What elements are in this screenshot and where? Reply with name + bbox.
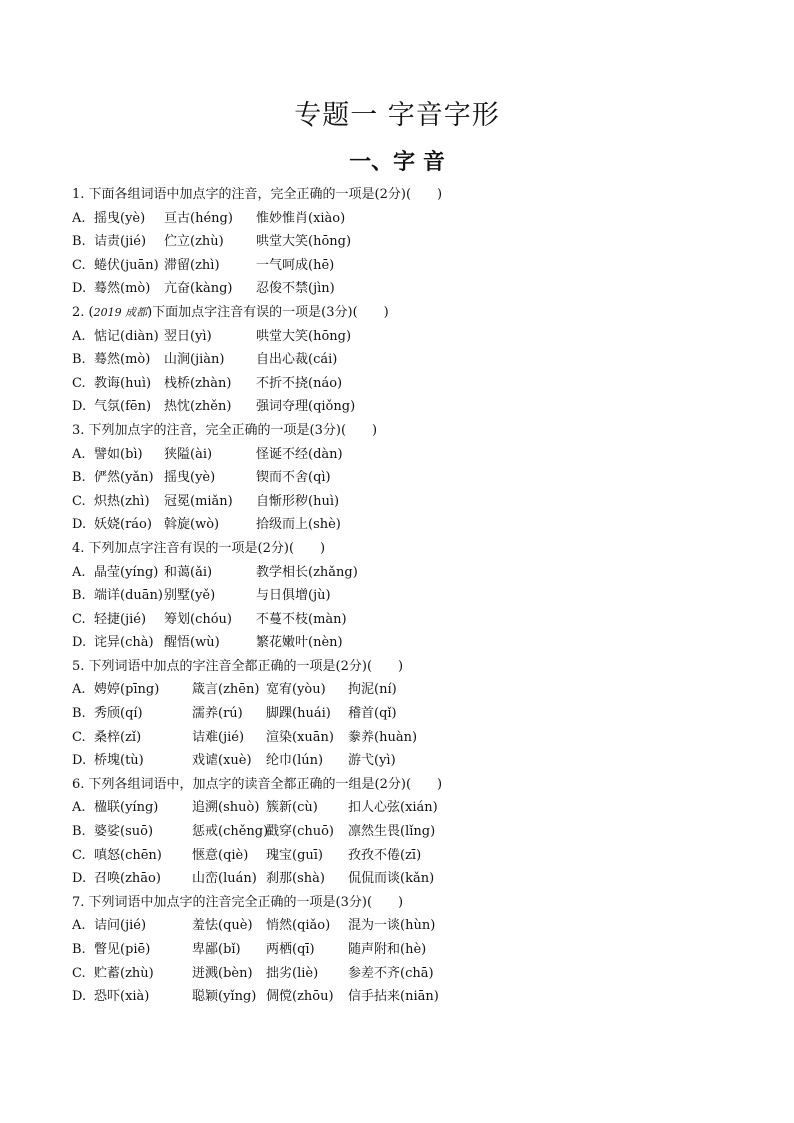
option-letter: C.	[72, 493, 86, 509]
question-stem: 7. 下列词语中加点字的注音完全正确的一项是(3分)( )	[72, 894, 404, 910]
word-pinyin: 参差不齐(chā)	[348, 965, 434, 981]
word-pinyin: 蓦然(mò)	[94, 352, 151, 368]
word-pinyin: 教学相长(zhǎng)	[256, 564, 358, 580]
word-pinyin: 迸溅(bèn)	[192, 965, 253, 981]
option-letter: A.	[72, 682, 86, 698]
answer-option	[72, 796, 762, 820]
answer-option	[72, 561, 762, 585]
answer-option	[72, 207, 762, 231]
word-pinyin: 桥塊(tù)	[94, 753, 144, 769]
option-letter: D.	[72, 871, 87, 887]
answer-option	[72, 490, 762, 514]
section-title: 一、字 音	[349, 149, 445, 175]
word-pinyin: 气氛(fēn)	[94, 399, 152, 415]
word-pinyin: 轻捷(jié)	[94, 611, 147, 627]
option-letter: B.	[72, 706, 86, 722]
word-pinyin: 山涧(jiàn)	[164, 352, 225, 368]
word-pinyin: 追溯(shuò)	[192, 800, 260, 816]
word-pinyin: 亘古(héng)	[164, 210, 233, 226]
answer-option	[72, 867, 762, 891]
answer-option	[72, 372, 762, 396]
word-pinyin: 摇曳(yè)	[164, 470, 216, 486]
word-pinyin: 随声附和(hè)	[348, 942, 427, 957]
question-list	[72, 183, 762, 1009]
word-pinyin: 端详(duān)	[94, 588, 163, 604]
word-pinyin: 教诲(huì)	[94, 375, 152, 391]
word-pinyin: 冠冕(miǎn)	[164, 493, 233, 509]
word-pinyin: 俨然(yǎn)	[94, 470, 154, 486]
answer-option	[72, 443, 762, 467]
word-pinyin: 侃侃而谈(kǎn)	[348, 871, 435, 887]
word-pinyin: 斡旋(wò)	[164, 517, 220, 533]
word-pinyin: 娉婷(pīng)	[94, 682, 160, 698]
word-pinyin: 羞怯(què)	[192, 918, 253, 934]
option-letter: D.	[72, 517, 87, 533]
word-pinyin: 惩戒(chěng)	[192, 824, 269, 840]
word-pinyin: 贮蓄(zhù)	[94, 965, 154, 981]
word-pinyin: 倜傥(zhōu)	[266, 989, 334, 1005]
word-pinyin: 楹联(yíng)	[94, 800, 159, 816]
question-stem-text: )下面加点字注音有误的一项是(3分)( )	[147, 304, 389, 320]
word-pinyin: 诧异(chà)	[94, 635, 154, 651]
word-pinyin: 蓦然(mò)	[94, 281, 151, 297]
word-pinyin: 和蔼(ǎi)	[164, 564, 213, 580]
option-letter: A.	[72, 328, 86, 344]
option-letter: B.	[72, 942, 86, 957]
answer-option	[72, 466, 762, 490]
answer-option	[72, 985, 762, 1009]
word-pinyin: 纶巾(lún)	[266, 753, 324, 769]
option-letter: A.	[72, 918, 86, 934]
word-pinyin: 诘难(jié)	[192, 729, 245, 745]
option-letter: D.	[72, 399, 87, 415]
word-pinyin: 翌日(yì)	[164, 328, 212, 344]
word-pinyin: 与日俱增(jù)	[256, 588, 331, 604]
word-pinyin: 悄然(qiǎo)	[266, 918, 331, 934]
answer-option	[72, 277, 762, 301]
word-pinyin: 嗔怒(chēn)	[94, 847, 162, 863]
word-pinyin: 刹那(shà)	[266, 871, 325, 887]
word-pinyin: 滞留(zhì)	[164, 257, 220, 273]
option-letter: C.	[72, 375, 86, 391]
word-pinyin: 渲染(xuān)	[266, 729, 334, 745]
word-pinyin: 醒悟(wù)	[164, 635, 220, 651]
word-pinyin: 晶莹(yíng)	[94, 564, 159, 580]
word-pinyin: 戏谑(xuè)	[192, 753, 252, 769]
answer-option	[72, 962, 762, 986]
word-pinyin: 忍俊不禁(jìn)	[256, 281, 335, 297]
word-pinyin: 游弋(yì)	[348, 753, 396, 769]
word-pinyin: 凛然生畏(lǐng)	[348, 824, 436, 840]
option-letter: B.	[72, 588, 86, 604]
word-pinyin: 惬意(qiè)	[192, 847, 249, 863]
word-pinyin: 狭隘(ài)	[164, 446, 213, 462]
option-letter: B.	[72, 352, 86, 368]
word-pinyin: 炽热(zhì)	[94, 493, 150, 509]
word-pinyin: 混为一谈(hùn)	[348, 918, 436, 934]
word-pinyin: 不蔓不枝(màn)	[256, 611, 347, 627]
word-pinyin: 濡养(rú)	[192, 706, 243, 722]
question-stem: 5. 下列词语中加点的字注音全都正确的一项是(2分)( )	[72, 658, 404, 674]
word-pinyin: 怪诞不经(dàn)	[256, 446, 343, 462]
word-pinyin: 聪颖(yǐng)	[192, 989, 257, 1005]
question-stem: 1. 下面各组词语中加点字的注音，完全正确的一项是(2分)( )	[72, 187, 443, 202]
word-pinyin: 稽首(qǐ)	[348, 706, 397, 722]
option-letter: A.	[72, 564, 86, 580]
word-pinyin: 自出心裁(cái)	[256, 352, 338, 368]
word-pinyin: 婆娑(suō)	[94, 824, 154, 840]
option-letter: C.	[72, 965, 86, 981]
word-pinyin: 宽宥(yòu)	[266, 682, 326, 698]
answer-option	[72, 325, 762, 349]
answer-option	[72, 702, 762, 726]
word-pinyin: 惟妙惟肖(xiào)	[256, 210, 346, 226]
word-pinyin: 两栖(qī)	[266, 942, 315, 957]
word-pinyin: 自惭形秽(huì)	[256, 493, 340, 509]
option-letter: A.	[72, 446, 86, 462]
word-pinyin: 一气呵成(hē)	[256, 257, 335, 273]
word-pinyin: 摇曳(yè)	[94, 210, 146, 226]
word-pinyin: 别墅(yě)	[164, 588, 216, 604]
answer-option	[72, 348, 762, 372]
answer-option	[72, 608, 762, 632]
option-letter: D.	[72, 281, 87, 297]
word-pinyin: 譬如(bì)	[94, 446, 143, 462]
option-letter: C.	[72, 257, 86, 273]
answer-option	[72, 631, 762, 655]
option-letter: C.	[72, 611, 86, 627]
word-pinyin: 恐吓(xià)	[94, 989, 150, 1005]
word-pinyin: 诘问(jié)	[94, 918, 147, 934]
question-stem: 6. 下列各组词语中，加点字的读音全都正确的一组是(2分)( )	[72, 776, 443, 792]
word-pinyin: 亢奋(kàng)	[164, 281, 233, 297]
word-pinyin: 脚踝(huái)	[266, 706, 331, 722]
word-pinyin: 不折不挠(náo)	[256, 375, 343, 391]
answer-option	[72, 749, 762, 773]
word-pinyin: 秀颀(qí)	[94, 706, 143, 722]
word-pinyin: 蜷伏(juān)	[94, 257, 159, 273]
option-letter: C.	[72, 729, 86, 745]
word-pinyin: 桑梓(zǐ)	[94, 729, 142, 745]
word-pinyin: 哄堂大笑(hōng)	[256, 234, 352, 250]
question-stem: 3. 下列加点字的注音，完全正确的一项是(3分)( )	[72, 422, 378, 438]
option-letter: B.	[72, 824, 86, 840]
word-pinyin: 强词夺理(qiǒng)	[256, 399, 356, 415]
word-pinyin: 簇新(cù)	[266, 800, 318, 816]
question-stem	[72, 301, 762, 325]
word-pinyin: 召唤(zhāo)	[94, 871, 161, 887]
word-pinyin: 卑鄙(bǐ)	[192, 942, 241, 957]
option-letter: B.	[72, 470, 86, 486]
word-pinyin: 山峦(luán)	[192, 871, 257, 887]
word-pinyin: 热忱(zhěn)	[164, 399, 232, 415]
word-pinyin: 栈桥(zhàn)	[164, 375, 232, 391]
option-letter: D.	[72, 989, 87, 1005]
word-pinyin: 瞥见(piē)	[94, 942, 151, 957]
answer-option	[72, 844, 762, 868]
word-pinyin: 拘泥(ní)	[348, 682, 397, 698]
word-pinyin: 拙劣(liè)	[266, 965, 319, 981]
answer-option	[72, 254, 762, 278]
word-pinyin: 孜孜不倦(zī)	[348, 847, 422, 863]
option-letter: D.	[72, 753, 87, 769]
option-letter: D.	[72, 635, 87, 651]
answer-option	[72, 726, 762, 750]
word-pinyin: 伫立(zhù)	[164, 234, 224, 250]
word-pinyin: 豢养(huàn)	[348, 729, 418, 745]
word-pinyin: 瑰宝(guī)	[266, 847, 323, 863]
answer-option	[72, 678, 762, 702]
word-pinyin: 箴言(zhēn)	[192, 682, 260, 698]
answer-option	[72, 230, 762, 254]
question-stem-prefix: 2. (	[72, 304, 94, 320]
word-pinyin: 戳穿(chuō)	[266, 824, 334, 840]
word-pinyin: 繁花嫩叶(nèn)	[256, 635, 343, 651]
word-pinyin: 信手拈来(niān)	[348, 989, 439, 1005]
option-letter: A.	[72, 800, 86, 816]
answer-option	[72, 584, 762, 608]
word-pinyin: 妖娆(ráo)	[94, 517, 152, 533]
question-stem: 4. 下列加点字注音有误的一项是(2分)( )	[72, 540, 326, 556]
word-pinyin: 筹划(chóu)	[164, 611, 232, 627]
word-pinyin: 惦记(diàn)	[94, 328, 159, 344]
question-source: 2019 成都	[93, 305, 148, 319]
word-pinyin: 锲而不舍(qì)	[256, 470, 331, 486]
word-pinyin: 拾级而上(shè)	[256, 517, 341, 533]
word-pinyin: 扣人心弦(xián)	[348, 800, 438, 816]
answer-option	[72, 820, 762, 844]
option-letter: B.	[72, 234, 86, 250]
answer-option	[72, 914, 762, 938]
option-letter: C.	[72, 847, 86, 863]
answer-option	[72, 395, 762, 419]
word-pinyin: 诘责(jié)	[94, 234, 147, 250]
answer-option	[72, 513, 762, 537]
answer-option	[72, 938, 762, 962]
option-letter: A.	[72, 210, 86, 226]
word-pinyin: 哄堂大笑(hōng)	[256, 328, 352, 344]
page-title: 专题一 字音字形	[294, 100, 500, 131]
